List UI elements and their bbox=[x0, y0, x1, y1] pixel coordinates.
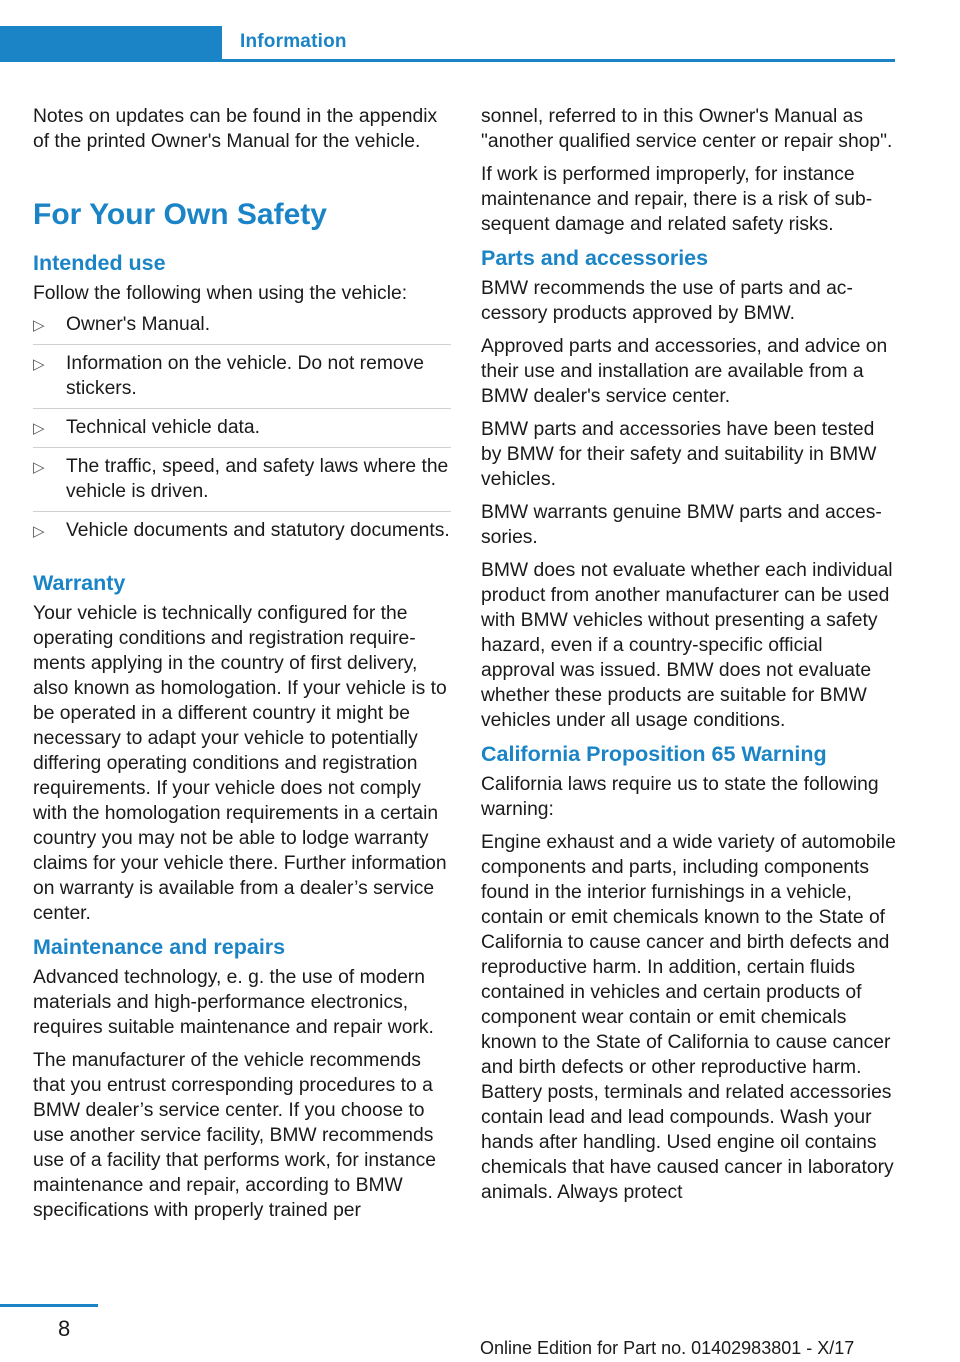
section-title: For Your Own Safety bbox=[33, 198, 327, 231]
parts-paragraph-3: BMW parts and accessories have been tested by BMW for their safety and suitability in BMW vehicles. bbox=[481, 419, 877, 490]
page-number: 8 bbox=[58, 1316, 71, 1341]
intended-use-list bbox=[33, 312, 451, 550]
triangle-bullet-icon: ▷ bbox=[33, 523, 45, 540]
triangle-bullet-icon: ▷ bbox=[33, 356, 45, 373]
parts-heading: Parts and accessories bbox=[481, 246, 709, 270]
intro-paragraph: Notes on updates can be found in the appendix of the printed Owner's Manual for the vehicle. bbox=[33, 106, 438, 152]
triangle-bullet-icon: ▷ bbox=[33, 420, 45, 437]
triangle-bullet-icon: ▷ bbox=[33, 317, 45, 334]
edition-note: Online Edition for Part no. 01402983801 - X/17 bbox=[480, 1338, 855, 1358]
parts-paragraph-5: BMW does not evaluate whether each individual product from another manufacturer can be used with BMW vehicles without presenting a safety hazard, even if a country-specific official approval was issued. BMW does not evaluate whether these products are suitable for BMW vehicles under all usage conditions. bbox=[481, 560, 893, 731]
parts-paragraph-4: BMW warrants genuine BMW parts and accessories. bbox=[481, 502, 882, 548]
maintenance-heading: Maintenance and repairs bbox=[33, 935, 286, 959]
warranty-body: Your vehicle is technically configured for the operating conditions and registration requirements applying in the country of first delivery, also known as homologation. If your vehicle is to be operated in a different country it might be necessary to adapt your vehicle to potentially differing operating conditions and registration requirements. If your vehicle does not comply with the homologation requirements in a certain country you may not be able to lodge warranty claims for your vehicle there. Further information on warranty is available from a dealer’s service center. bbox=[33, 603, 447, 924]
warranty-heading: Warranty bbox=[33, 571, 126, 595]
footer-rule bbox=[0, 1304, 98, 1307]
continuation-paragraph-2: If work is performed improperly, for instance maintenance and repair, there is a risk of subsequent damage and related safety risks. bbox=[481, 164, 873, 235]
list-item: ▷ Owner's Manual. bbox=[33, 312, 451, 345]
left-column bbox=[33, 104, 451, 1231]
maintenance-paragraph-2: The manufacturer of the vehicle recommends that you entrust corresponding procedures to a BMW dealer’s service center. If you choose to use another service facility, BMW recommends use of a facility that performs work, for instance maintenance and repair, according to BMW specifications with properly trained per bbox=[33, 1050, 436, 1221]
header-rule bbox=[222, 59, 895, 62]
parts-paragraph-2: Approved parts and accessories, and advice on their use and installation are available from a BMW dealer's service center. bbox=[481, 336, 888, 407]
prop65-heading: California Proposition 65 Warning bbox=[481, 742, 827, 766]
list-item: ▷ Information on the vehicle. Do not remove stickers. bbox=[33, 351, 451, 409]
prop65-paragraph-1: California laws require us to state the following warning: bbox=[481, 774, 879, 820]
intended-use-lead: Follow the following when using the vehicle: bbox=[33, 283, 408, 304]
list-item: ▷ The traffic, speed, and safety laws where the vehicle is driven. bbox=[33, 454, 451, 512]
header-accent-bar bbox=[0, 26, 222, 62]
parts-paragraph-1: BMW recommends the use of parts and accessory products approved by BMW. bbox=[481, 278, 853, 324]
list-item: ▷ Vehicle documents and statutory documents. bbox=[33, 518, 451, 550]
intended-use-heading: Intended use bbox=[33, 251, 166, 275]
maintenance-paragraph-1: Advanced technology, e. g. the use of modern materials and high-performance electronics, requires suitable maintenance and repair work. bbox=[33, 967, 434, 1038]
list-item: ▷ Technical vehicle data. bbox=[33, 415, 451, 448]
continuation-paragraph-1: sonnel, referred to in this Owner's Manual as "another qualified service center or repair shop". bbox=[481, 106, 893, 152]
right-column bbox=[481, 104, 899, 1213]
page-header-title: Information bbox=[240, 31, 347, 52]
triangle-bullet-icon: ▷ bbox=[33, 459, 45, 476]
prop65-paragraph-2: Engine exhaust and a wide variety of automobile components and parts, including components found in the interior furnishings in a vehicle, contain or emit chemicals known to the State of California to cause cancer and birth defects and reproductive harm. In addition, certain fluids contained in vehicles and certain products of component wear contain or emit chemicals known to the State of California to cause cancer and birth defects or other reproductive harm. Battery posts, terminals and related accessories contain lead and lead compounds. Wash your hands after handling. Used engine oil contains chemicals that have caused cancer in laboratory animals. Always protect bbox=[481, 832, 896, 1203]
